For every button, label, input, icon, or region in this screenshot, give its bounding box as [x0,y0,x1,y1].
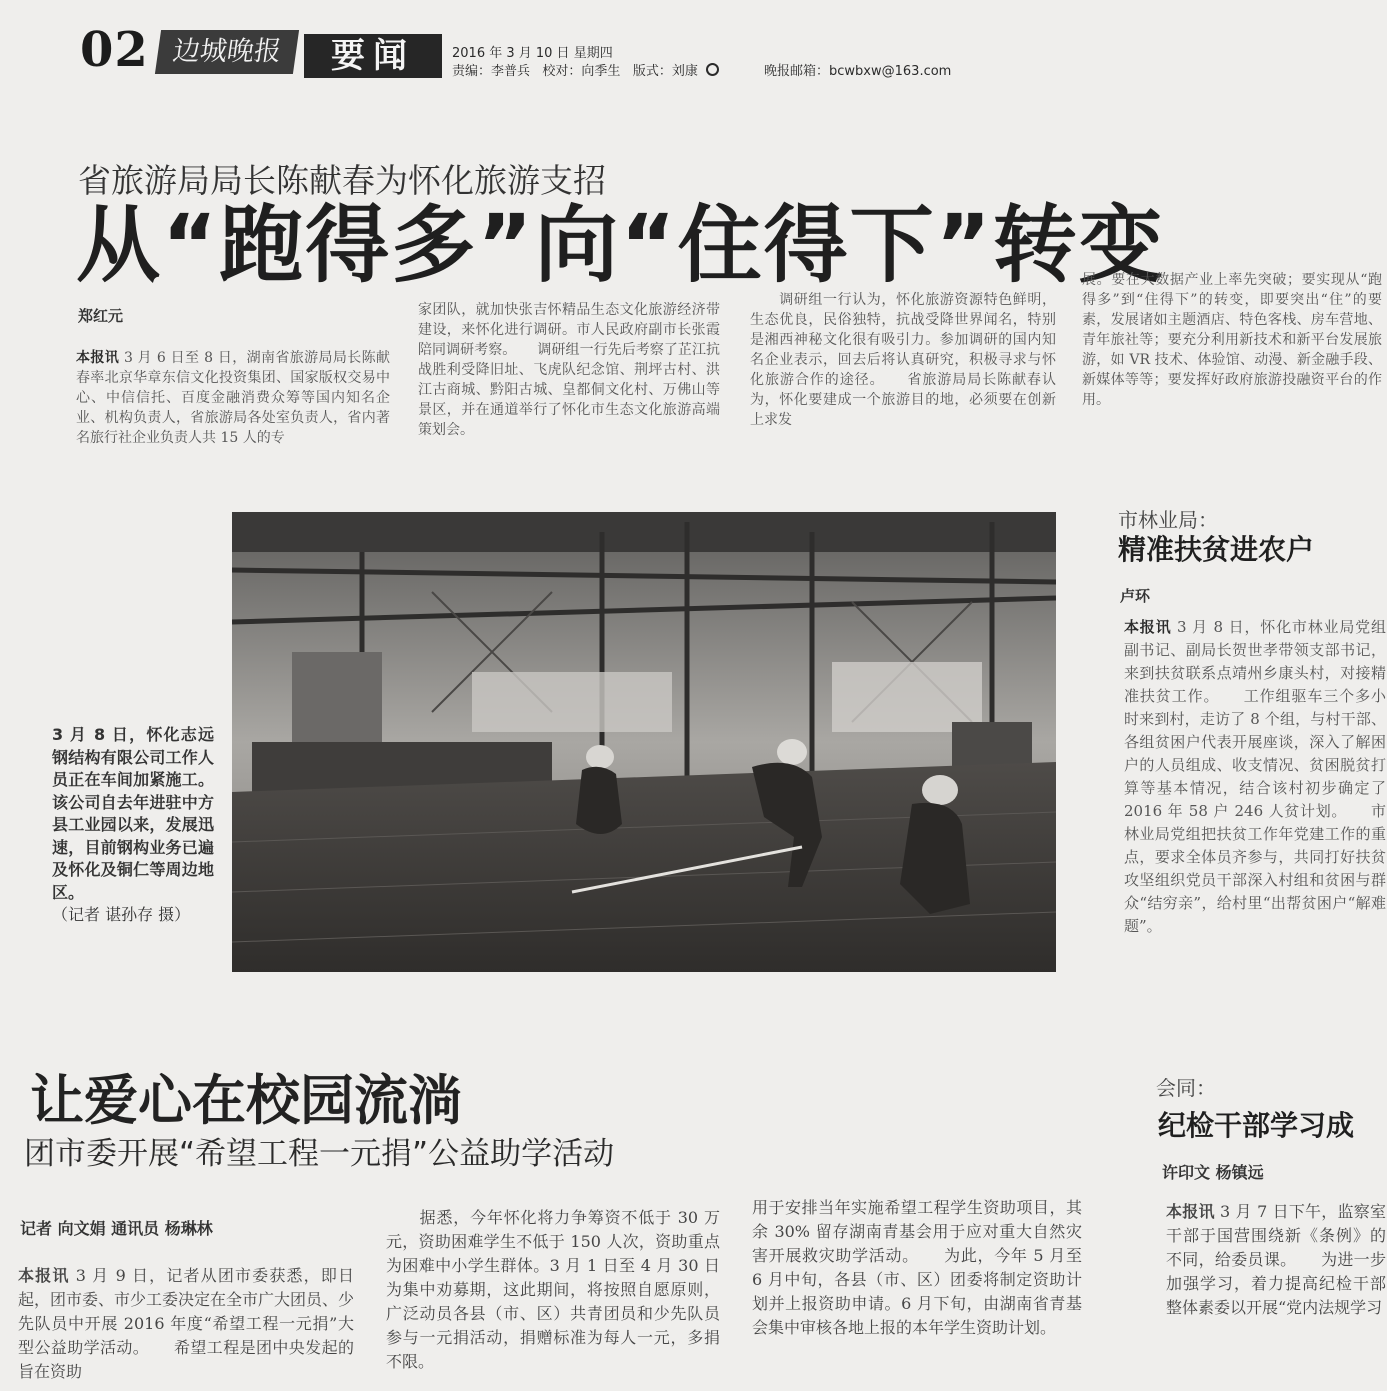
lead-column-3 [750,290,1056,430]
factory-photo [232,512,1056,972]
layout-editor: 版式：刘康 [632,64,698,79]
lead-column-2 [418,300,720,440]
lead-column-4 [1082,270,1382,410]
lead-headline: 从“跑得多”向“住得下”转变 [76,196,1165,294]
side2-body [1166,1200,1386,1391]
column-text: 3 月 9 日，记者从团市委获悉，即日起，团市委、市少工委决定在全市广大团员、少先队员中开展 2016 年度“希望工程一元捐”大型公益助学活动。 希望工程是团中央发起的旨在资助 [18,1266,354,1381]
bottom-column-1 [18,1264,354,1391]
paper-name-badge: 边城晚报 [155,30,299,74]
side2-kicker: 会同： [1156,1076,1216,1100]
column-text: 调研组一行认为，怀化旅游资源特色鲜明，生态优良，民俗独特，抗战受降世界闻名，特别是湘西神秘文化很有吸引力。参加调研的国内知名企业表示，回去后将认真研究，积极寻求与怀化旅游合作的途径。 省旅游局局长陈献春认为，怀化要建成一个旅游目的地，必须要在创新上求发 [750,292,1056,428]
bottom-subhead: 团市委开展“希望工程一元捐”公益助学活动 [24,1136,615,1172]
bottom-column-2 [386,1206,720,1391]
mailbox-label: 晚报邮箱： [764,64,830,79]
lead-byline: 郑红元 [78,307,124,325]
mailbox [764,60,951,79]
photo-credit: （记者 谌孙存 摄） [52,905,191,924]
lead-tag: 本报讯 [18,1266,70,1285]
lead-kicker: 省旅游局局长陈献春为怀化旅游支招 [78,161,606,200]
column-text: 家团队，就加快张吉怀精品生态文化旅游经济带建设，来怀化进行调研。市人民政府副市长张霞陪同调研考察。 调研组一行先后考察了芷江抗战胜利受降旧址、飞虎队纪念馆、荆坪古村、洪江古商城、黔阳古城、皇都侗文化村、万佛山等景区，并在通道举行了怀化市生态文化旅游高端策划会。 [418,302,720,438]
editor: 责编：李普兵 [452,64,531,79]
caption-text: 3 月 8 日，怀化志远钢结构有限公司工作人员正在车间加紧施工。该公司自去年进驻中方县工业园以来，发展迅速，目前钢构业务已遍及怀化及铜仁等周边地区。 [52,725,214,902]
staff-line [452,60,723,79]
column-text: 3 月 6 日至 8 日，湖南省旅游局局长陈献春率北京华章东信文化投资集团、国家版权交易中心、中信信托、百度金融消费众筹等国内知名企业、机构负责人，省旅游局各处室负责人，省内著名旅行社企业负责人共 15 人的专 [76,350,390,446]
issue-date: 2016 年 3 月 10 日 星期四 [452,46,613,61]
side1-kicker: 市林业局： [1118,508,1218,532]
column-text: 用于安排当年实施希望工程学生资助项目，其余 30% 留存湖南青基会用于应对重大自然灾害开展救灾助学活动。 为此，今年 5 月至 6 月中旬，各县（市、区）团委将制定资助计划并上报资助申请。6 月下旬，由湖南省青基会集中审核各地上报的本年学生资助计划。 [752,1198,1082,1337]
proofreader: 校对：向季生 [542,64,621,79]
photo-caption [52,724,214,927]
column-text: 3 月 7 日下午，监察室干部于国营围绕新《条例》的不同，给委员课。 为进一步加强学习，着力提高纪检干部整体素委以开展“党内法规学习 [1166,1202,1386,1317]
lead-tag: 本报讯 [1166,1202,1215,1221]
lead-tag: 本报讯 [76,350,120,366]
circle-icon [706,63,719,76]
lead-column-1 [76,348,390,448]
section-badge: 要闻 [304,34,442,78]
side2-headline: 纪检干部学习成 [1158,1109,1355,1142]
bottom-column-3 [752,1196,1082,1391]
column-text: 据悉，今年怀化将力争筹资不低于 30 万元，资助困难学生不低于 150 人次，资助重点为困难中小学生群体。3 月 1 日至 4 月 30 日为集中劝募期，这此期间，将按照自愿原则，广泛动员各县（市、区）共青团员和少先队员参与一元捐活动，捐赠标准为每人一元，多捐不限。 [386,1208,720,1371]
bottom-headline: 让爱心在校园流淌 [30,1069,462,1132]
mailbox-address: bcwbxw@163.com [829,64,952,79]
side1-body [1124,616,1386,1011]
column-text: 3 月 8 日，怀化市林业局党组副书记、副局长贺世孝带领支部书记，来到扶贫联系点靖州乡康头村，对接精准扶贫工作。 工作组驱车三个多小时来到村，走访了 8 个组，与村干部、各组贫困户代表开展座谈，深入了解困户的人员组成、收支情况、贫困脱贫打算等基本情况，结合该村初步确定了 2016 年 58 户 246 人贫计划。 市林业局党组把扶贫工作年党建工作的重点，要求全体员齐参与，共同打好扶贫攻坚组织党员干部深入村组和贫困与群众“结穷亲”，给村里“出帮贫困户“解难题”。 [1124,618,1386,935]
page-number: 02 [80,22,149,78]
factory-photo-image [232,512,1056,972]
column-text: 展。要在大数据产业上率先突破；要实现从“跑得多”到“住得下”的转变，即要突出“住”的要素，发展诸如主题酒店、特色客栈、房车营地、青年旅社等；要充分利用新技术和新平台发展旅游，如 VR 技术、体验馆、动漫、新金融手段、新媒体等等；要发挥好政府旅游投融资平台的作用。 [1082,272,1382,408]
side2-byline: 许印文 杨镇远 [1162,1163,1264,1182]
bottom-byline: 记者 向文娟 通讯员 杨琳林 [20,1219,213,1238]
lead-tag: 本报讯 [1124,618,1172,636]
side1-headline: 精准扶贫进农户 [1118,533,1315,566]
side1-byline: 卢环 [1120,587,1151,605]
